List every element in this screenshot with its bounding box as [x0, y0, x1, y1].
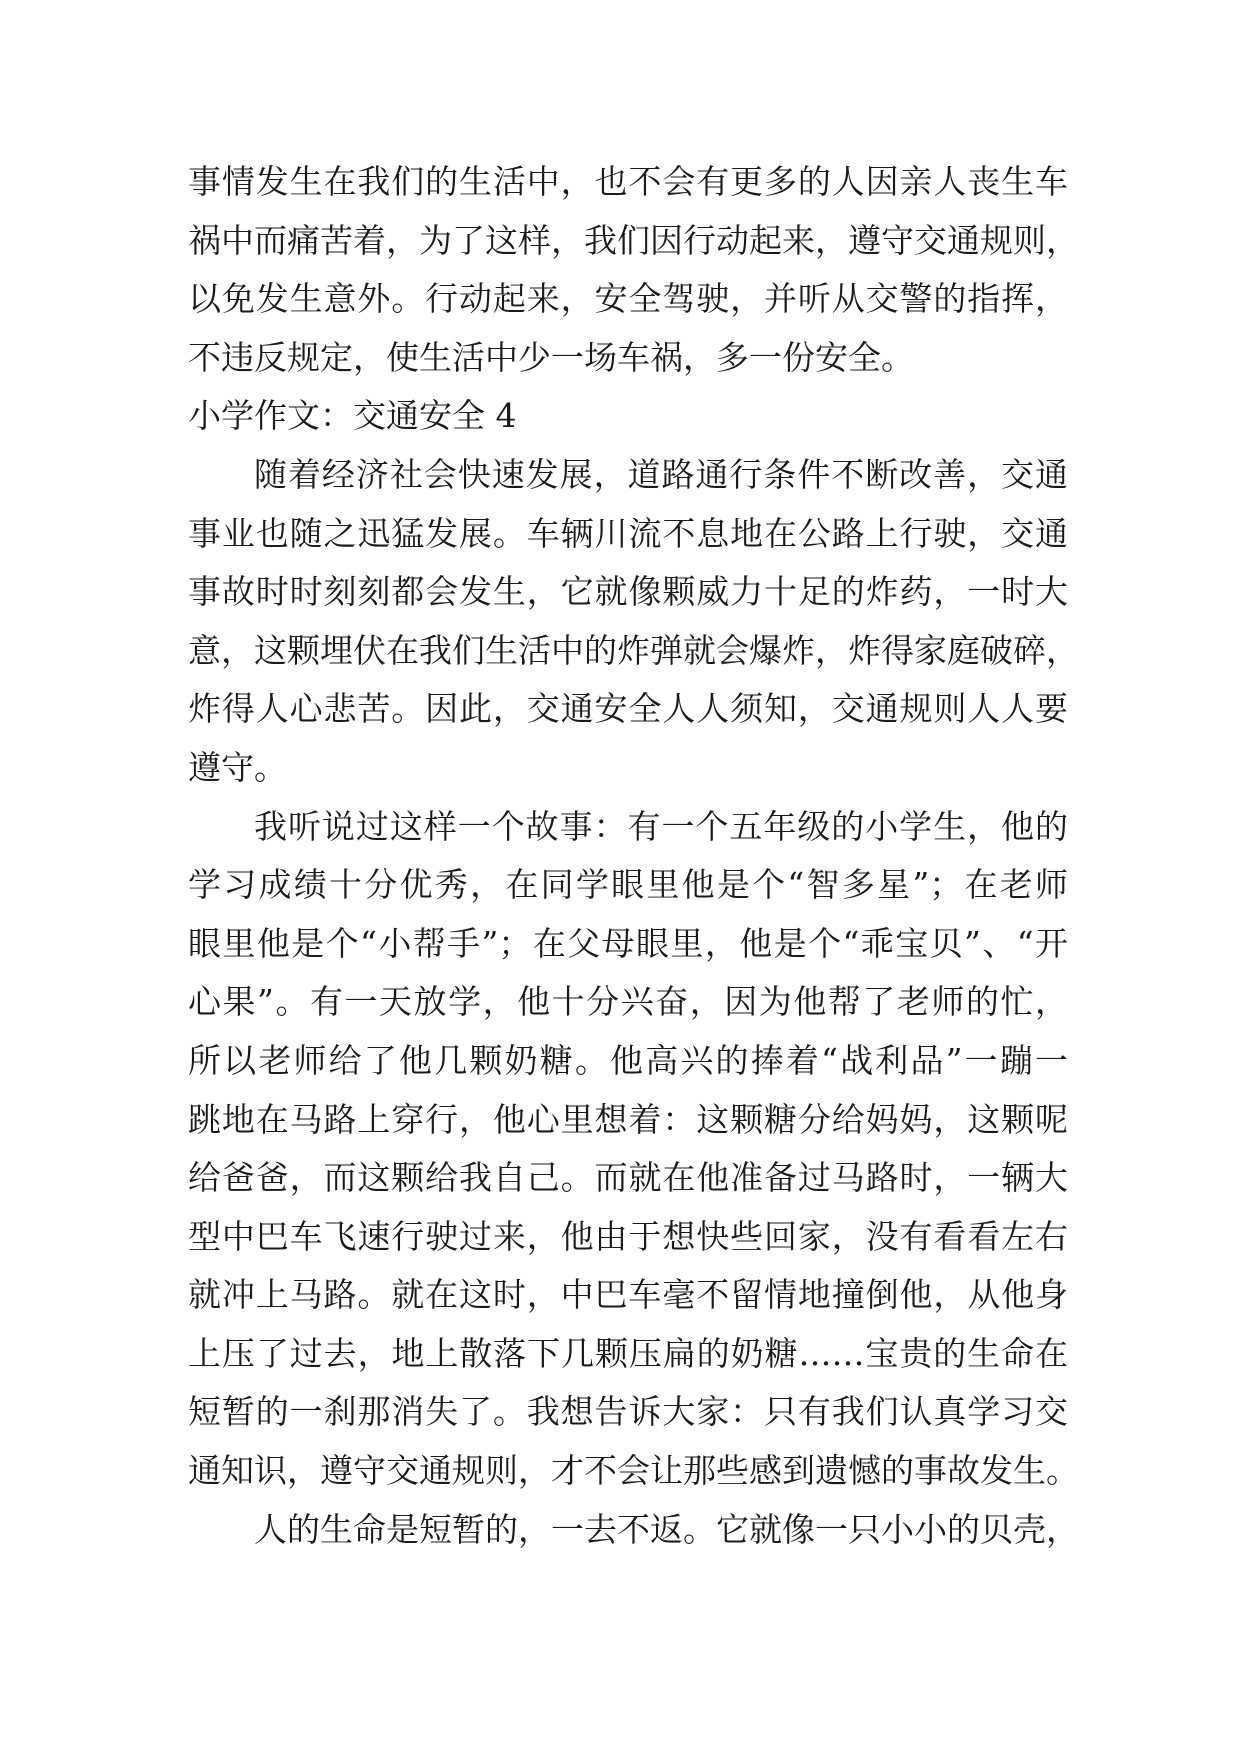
text-line: 短暂的一刹那消失了。我想告诉大家：只有我们认真学习交 — [188, 1392, 1068, 1432]
text-line: 上压了过去，地上散落下几颗压扁的奶糖……宝贵的生命在 — [188, 1333, 1068, 1373]
text-line: 学习成绩十分优秀，在同学眼里他是个“智多星”；在老师 — [188, 865, 1068, 905]
text-line: 型中巴车飞速行驶过来，他由于想快些回家，没有看看左右 — [188, 1216, 1068, 1256]
text-line: 跳地在马路上穿行，他心里想着：这颗糖分给妈妈，这颗呢 — [188, 1099, 1068, 1139]
section-heading: 小学作文：交通安全 4 — [188, 396, 517, 436]
document-page — [188, 153, 1079, 1559]
text-line: 意，这颗埋伏在我们生活中的炸弹就会爆炸，炸得家庭破碎， — [188, 630, 1079, 670]
text-line: 随着经济社会快速发展，道路通行条件不断改善，交通 — [254, 454, 1068, 494]
text-line: 就冲上马路。就在这时，中巴车毫不留情地撞倒他，从他身 — [188, 1275, 1068, 1315]
text-line: 眼里他是个“小帮手”；在父母眼里，他是个“乖宝贝”、“开 — [188, 923, 1068, 963]
text-line: 通知识，遵守交通规则，才不会让那些感到遗憾的事故发生。 — [188, 1451, 1079, 1491]
text-line: 祸中而痛苦着，为了这样，我们因行动起来，遵守交通规则， — [188, 220, 1079, 260]
text-line: 遵守。 — [188, 747, 287, 787]
text-line: 心果”。有一天放学，他十分兴奋，因为他帮了老师的忙， — [188, 982, 1068, 1022]
text-line: 给爸爸，而这颗给我自己。而就在他准备过马路时，一辆大 — [188, 1158, 1068, 1198]
text-line: 事情发生在我们的生活中，也不会有更多的人因亲人丧生车 — [188, 162, 1068, 201]
text-line: 事故时时刻刻都会发生，它就像颗威力十足的炸药，一时大 — [188, 572, 1068, 612]
text-line: 炸得人心悲苦。因此，交通安全人人须知，交通规则人人要 — [188, 689, 1068, 729]
text-line: 事业也随之迅猛发展。车辆川流不息地在公路上行驶，交通 — [188, 513, 1068, 553]
text-line: 我听说过这样一个故事：有一个五年级的小学生，他的 — [254, 806, 1068, 846]
text-line: 所以老师给了他几颗奶糖。他高兴的捧着“战利品”一蹦一 — [188, 1040, 1068, 1080]
text-line: 人的生命是短暂的，一去不返。它就像一只小小的贝壳， — [254, 1509, 1079, 1549]
text-line: 不违反规定，使生活中少一场车祸，多一份安全。 — [188, 337, 914, 377]
text-line: 以免发生意外。行动起来，安全驾驶，并听从交警的指挥， — [188, 279, 1068, 319]
